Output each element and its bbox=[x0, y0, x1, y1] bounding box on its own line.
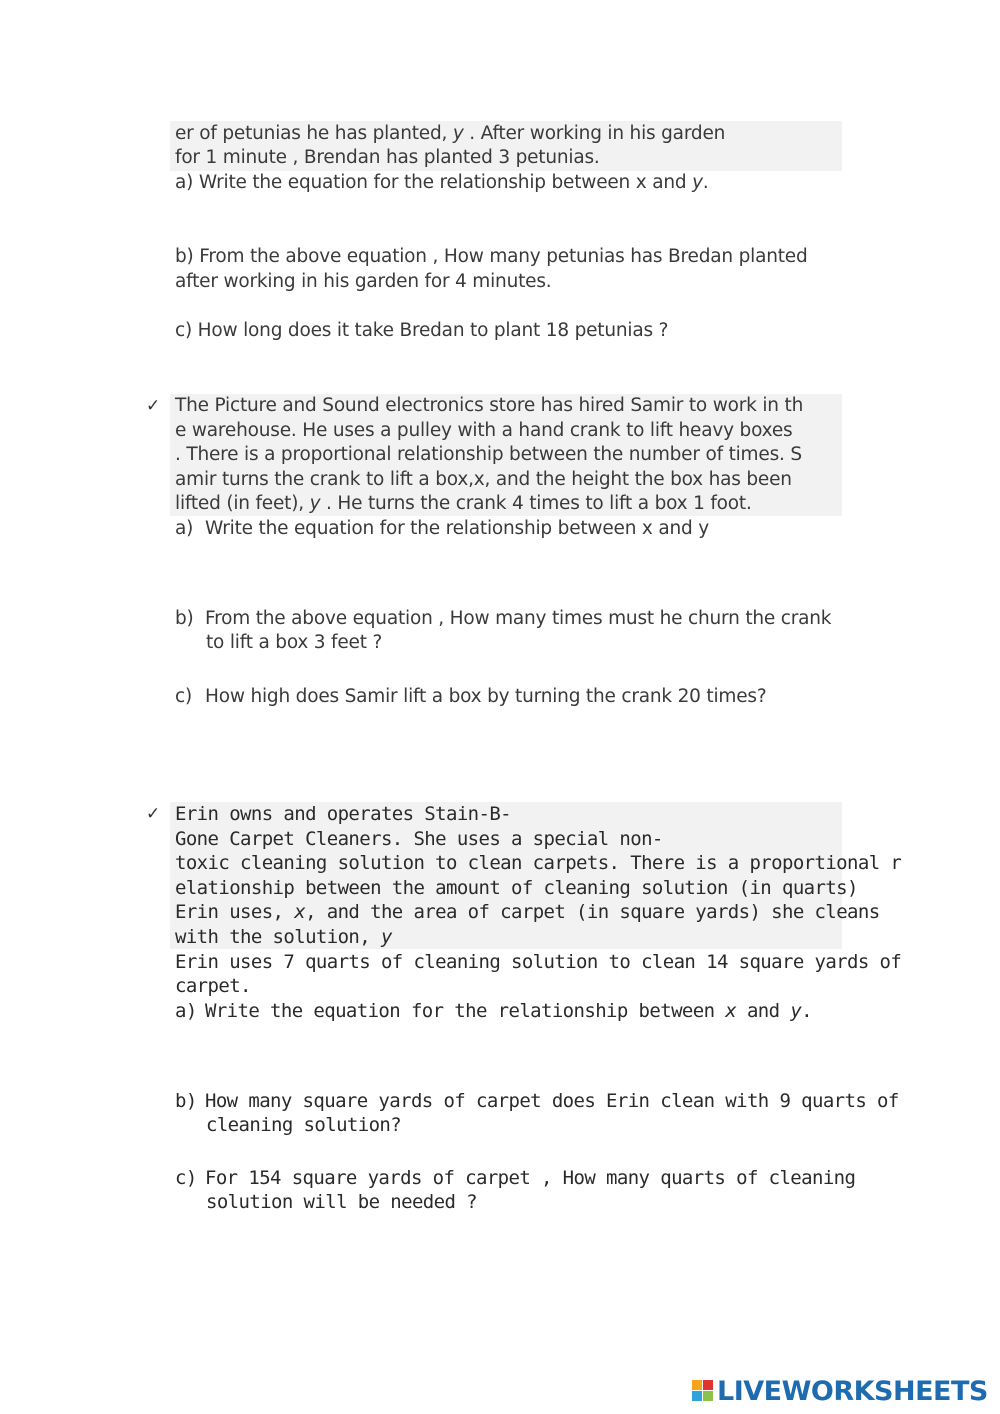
checkmark-icon: ✓ bbox=[146, 804, 161, 824]
s2-intro-line-1: The Picture and Sound electronics store has hired Samir to work in th bbox=[175, 395, 804, 416]
s2-question-c: c) How high does Samir lift a box by turning the crank 20 times? bbox=[175, 686, 767, 707]
s2-question-b-line-2: to lift a box 3 feet ? bbox=[206, 632, 383, 653]
s1-question-b-line-2: after working in his garden for 4 minutes. bbox=[175, 271, 552, 292]
s1-question-b-line-1: b) From the above equation , How many petunias has Bredan planted bbox=[175, 246, 808, 267]
s3-given-line-2: carpet. bbox=[175, 975, 251, 997]
liveworksheets-logo bbox=[692, 1375, 988, 1407]
s3-intro-line-2: Gone Carpet Cleaners. She uses a special non- bbox=[175, 828, 663, 850]
s3-intro-line-5: Erin uses, x, and the area of carpet (in square yards) she cleans bbox=[175, 901, 880, 923]
logo-text: LIVEWORKSHEETS bbox=[717, 1375, 988, 1407]
s1-question-a: a) Write the equation for the relationship between x and y. bbox=[175, 172, 709, 193]
s2-intro-line-4: amir turns the crank to lift a box,x, and the height the box has been bbox=[175, 469, 792, 490]
s3-question-b-line-1: b) How many square yards of carpet does Erin clean with 9 quarts of bbox=[175, 1090, 899, 1112]
s2-intro-line-3: . There is a proportional relationship between the number of times. S bbox=[175, 444, 802, 465]
s1-question-c: c) How long does it take Bredan to plant 18 petunias ? bbox=[175, 320, 669, 341]
s3-intro-line-1: Erin owns and operates Stain-B- bbox=[175, 803, 512, 825]
s3-intro-line-6: with the solution, y bbox=[175, 926, 392, 948]
s2-intro-line-2: e warehouse. He uses a pulley with a hand crank to lift heavy boxes bbox=[175, 420, 793, 441]
s3-question-c-line-1: c) For 154 square yards of carpet , How many quarts of cleaning bbox=[175, 1167, 856, 1189]
s3-question-a: a) Write the equation for the relationship between x and y. bbox=[175, 1000, 813, 1022]
s2-question-a: a) Write the equation for the relationship between x and y bbox=[175, 518, 709, 539]
s1-intro-line-1: er of petunias he has planted, y . After working in his garden bbox=[175, 123, 726, 144]
s2-intro-line-5: lifted (in feet), y . He turns the crank 4 times to lift a box 1 foot. bbox=[175, 493, 752, 514]
s3-intro-line-3: toxic cleaning solution to clean carpets. There is a proportional r bbox=[175, 852, 902, 874]
checkmark-icon: ✓ bbox=[146, 396, 161, 416]
s3-intro-line-4: elationship between the amount of cleaning solution (in quarts) bbox=[175, 877, 858, 899]
s1-intro-line-2: for 1 minute , Brendan has planted 3 petunias. bbox=[175, 147, 600, 168]
s3-question-b-line-2: cleaning solution? bbox=[206, 1114, 402, 1136]
s3-given-line-1: Erin uses 7 quarts of cleaning solution to clean 14 square yards of bbox=[175, 951, 902, 973]
s2-question-b-line-1: b) From the above equation , How many times must he churn the crank bbox=[175, 608, 832, 629]
s3-question-c-line-2: solution will be needed ? bbox=[206, 1191, 477, 1213]
liveworksheets-logo-icon bbox=[692, 1380, 714, 1402]
